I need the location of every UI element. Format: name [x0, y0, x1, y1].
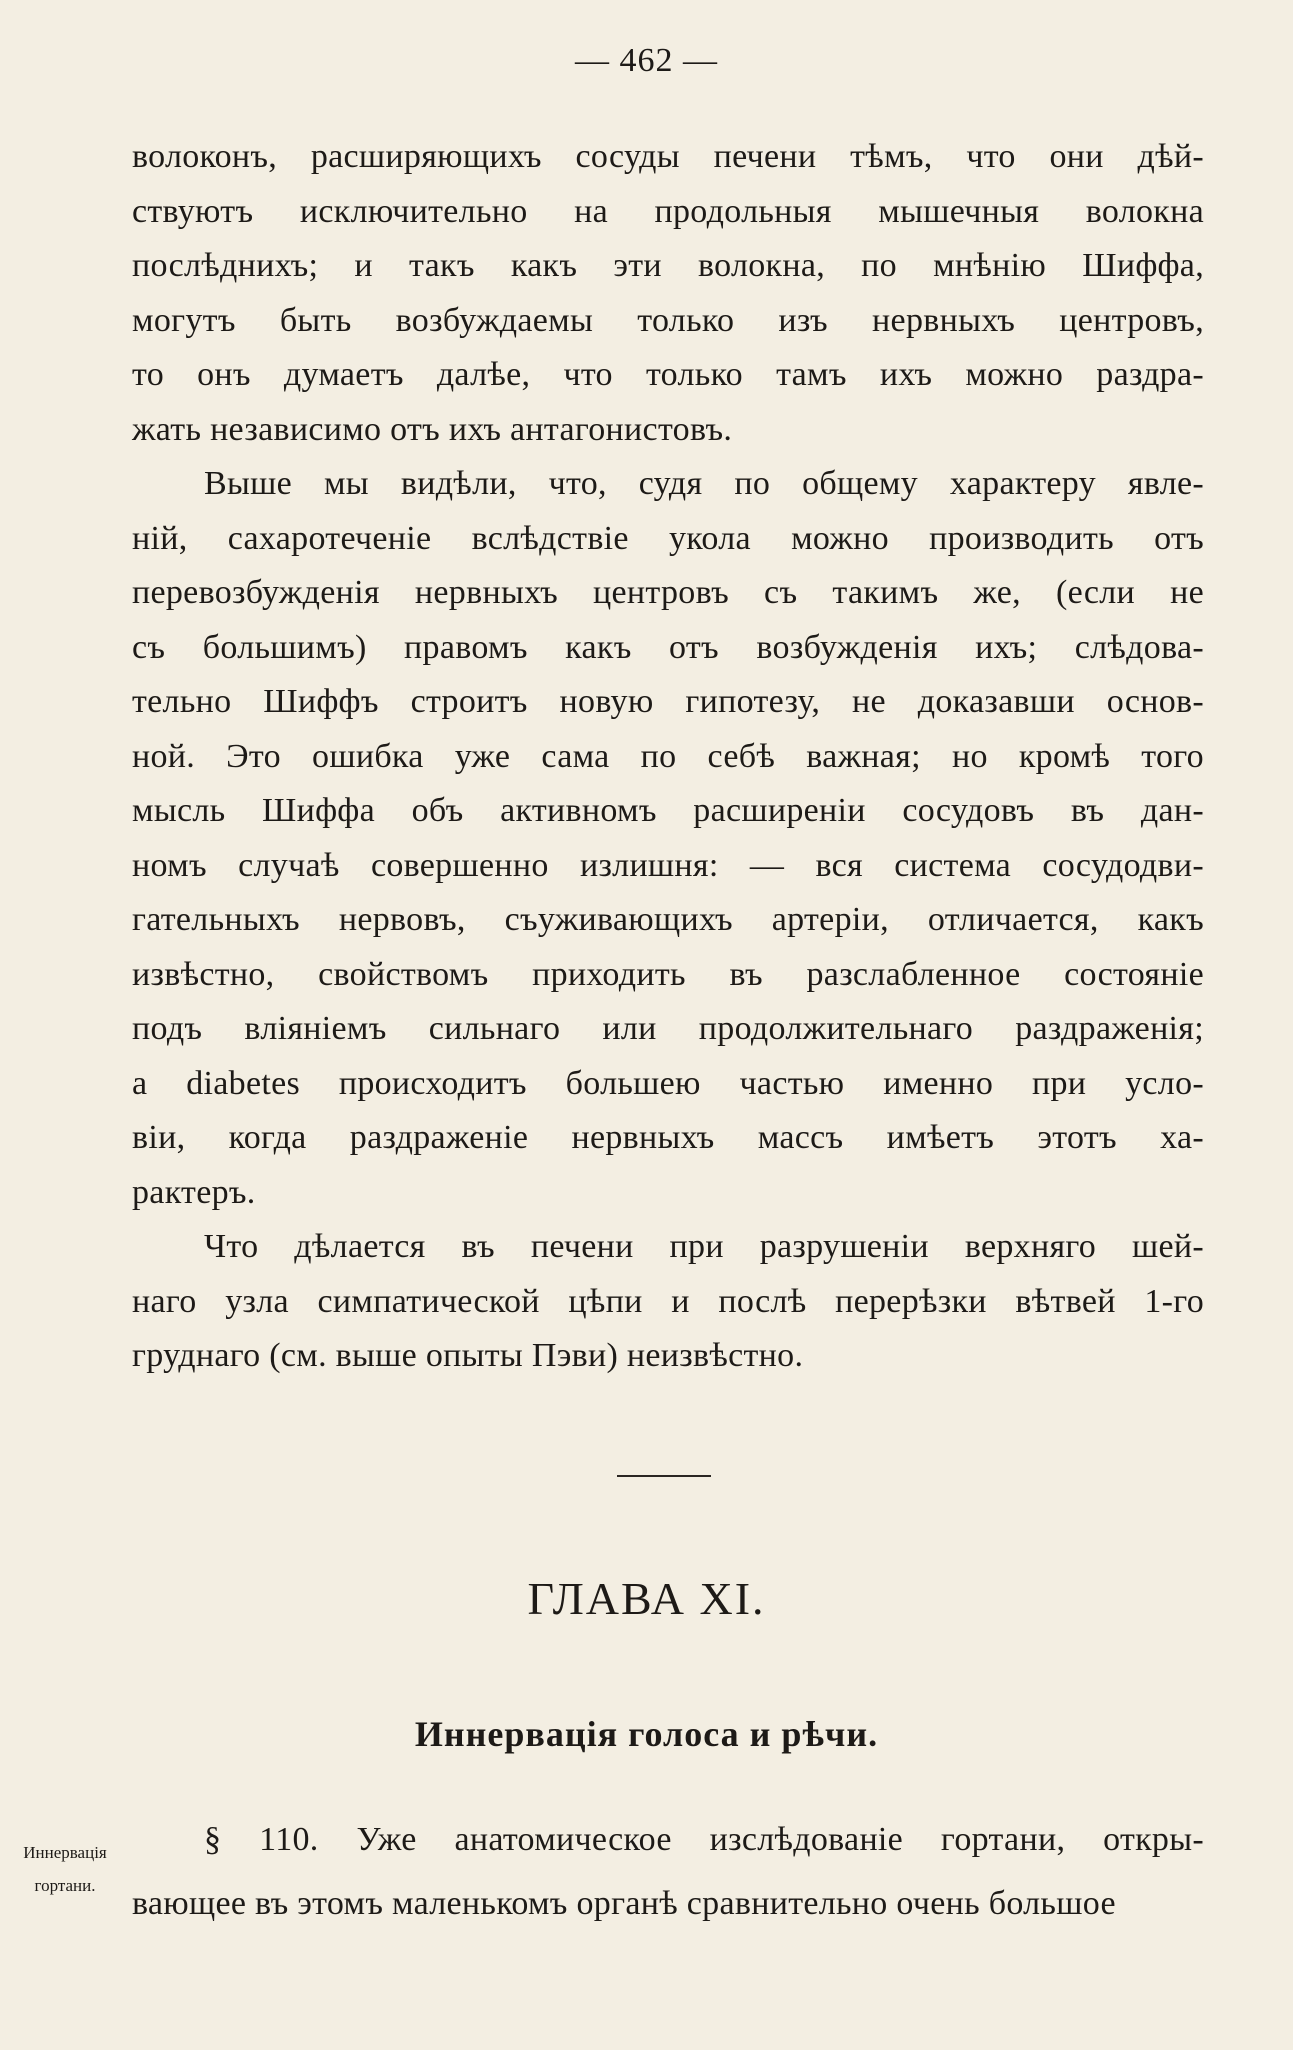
section-110-text [132, 1808, 1204, 1936]
paragraph-start-line: Что дѣлается въ печени при разрушенiи верхняго шей- [204, 1228, 1204, 1265]
text-line: вающее въ этомъ маленькомъ органѣ сравнительно очень большое [132, 1885, 1116, 1922]
margin-note-line: Иннервацiя [23, 1843, 107, 1862]
text-line: жать независимо отъ ихъ антагонистовъ. [132, 410, 733, 448]
text-line: гательныхъ нервовъ, съуживающихъ артерiи, отличается, какъ [132, 901, 1204, 938]
text-line: номъ случаѣ совершенно излишня: — вся система сосудодви- [132, 846, 1204, 884]
text-line: нiй, сахаротеченiе вслѣдствiе укола можно производить отъ [132, 519, 1204, 557]
section-divider-rule [617, 1475, 711, 1477]
text-line: волоконъ, расширяющихъ сосуды печени тѣмъ, что они дѣй- [132, 138, 1204, 175]
paragraph-start-line: Выше мы видѣли, что, судя по общему характеру явле- [204, 465, 1204, 502]
section-start-line: § 110. Уже анатомическое изслѣдованiе гортани, откры- [204, 1821, 1204, 1858]
text-line: то онъ думаетъ далѣе, что только тамъ ихъ можно раздра- [132, 356, 1204, 393]
text-line: съ большимъ) правомъ какъ отъ возбужденiя ихъ; слѣдова- [132, 628, 1204, 666]
text-line: а diabetes происходитъ большею частью именно при усло- [132, 1064, 1204, 1102]
text-line: вiи, когда раздраженiе нервныхъ массъ имѣетъ этотъ ха- [132, 1119, 1204, 1156]
text-line: подъ влiянiемъ сильнаго или продолжительнаго раздраженiя; [132, 1010, 1204, 1047]
text-line: послѣднихъ; и такъ какъ эти волокна, по мнѣнію Шиффа, [132, 247, 1204, 284]
text-line: извѣстно, свойствомъ приходить въ разслабленное состоянiе [132, 955, 1204, 993]
text-line: мысль Шиффа объ активномъ расширенiи сосудовъ въ дан- [132, 792, 1204, 829]
text-line: рактеръ. [132, 1173, 256, 1211]
text-line: тельно Шиффъ строитъ новую гипотезу, не доказавши основ- [132, 683, 1204, 720]
text-line: могутъ быть возбуждаемы только изъ нервныхъ центровъ, [132, 301, 1204, 339]
text-line: груднаго (см. выше опыты Пэви) неизвѣстно. [132, 1337, 804, 1374]
body-text [132, 130, 1204, 1384]
margin-note [0, 1836, 130, 1902]
text-line: наго узла симпатической цѣпи и послѣ перерѣзки вѣтвей 1-го [132, 1282, 1204, 1320]
chapter-title: ГЛАВА XI. [527, 1573, 766, 1624]
page-number: — 462 — [575, 42, 718, 79]
text-line: ствуютъ исключительно на продольныя мышечныя волокна [132, 192, 1204, 230]
text-line: перевозбужденiя нервныхъ центровъ съ такимъ же, (если не [132, 574, 1204, 611]
margin-note-line: гортани. [34, 1876, 96, 1895]
text-line: ной. Это ошибка уже сама по себѣ важная; но кромѣ того [132, 737, 1204, 775]
chapter-subtitle: Иннервацiя голоса и рѣчи. [414, 1714, 879, 1754]
